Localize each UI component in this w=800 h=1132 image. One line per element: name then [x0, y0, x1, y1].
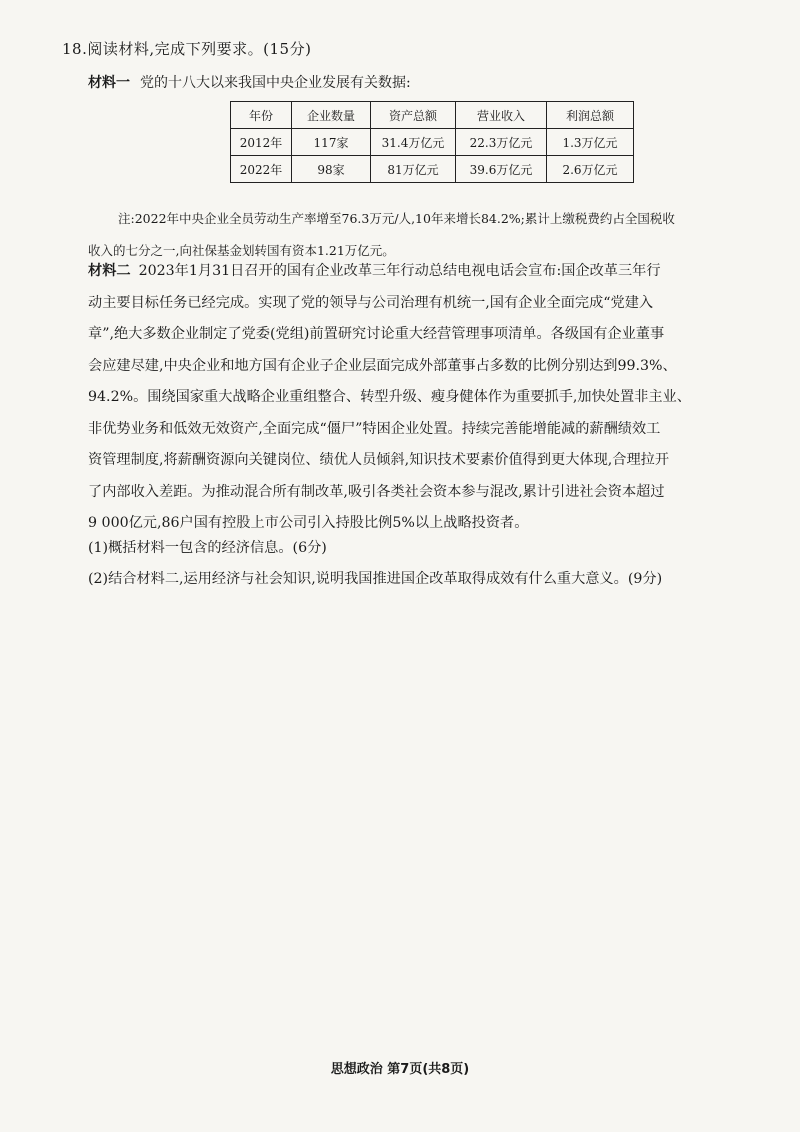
paragraph-line: 资管理制度,将薪酬资源向关键岗位、绩优人员倾斜,知识技术要素价值得到更大体现,合理拉开: [88, 452, 670, 468]
paragraph-line: 9 000亿元,86户国有控股上市公司引入持股比例5%以上战略投资者。: [88, 515, 529, 531]
table-header-cell: 企业数量: [292, 102, 371, 129]
material2-text: [88, 256, 768, 540]
paragraph-line: 会应建尽建,中央企业和地方国有企业子企业层面完成外部董事占多数的比例分别达到99.3%、: [88, 357, 677, 374]
table-header-cell: 利润总额: [547, 102, 634, 129]
material1-intro: 党的十八大以来我国中央企业发展有关数据:: [140, 75, 411, 91]
table-header-cell: 资产总额: [371, 102, 456, 129]
table-cell: 2022年: [231, 156, 292, 183]
table-cell: 81万亿元: [371, 156, 456, 183]
note-line: 收入的七分之一,向社保基金划转国有资本1.21万亿元。: [88, 243, 395, 258]
subquestion-2: (2)结合材料二,运用经济与社会知识,说明我国推进国企改革取得成效有什么重大意义。(9分): [88, 571, 663, 587]
page-footer: 思想政治 第7页(共8页): [330, 1062, 470, 1077]
enterprise-data-table: [230, 101, 634, 183]
paragraph-line: 章”,绝大多数企业制定了党委(党组)前置研究讨论重大经营管理事项清单。各级国有企业董事: [88, 326, 665, 342]
table-row: [231, 129, 634, 156]
table-cell: 22.3万亿元: [456, 129, 547, 156]
table-cell: 117家: [292, 129, 371, 156]
material1-label: 材料一: [88, 75, 130, 91]
paragraph-line: 非优势业务和低效无效资产,全面完成“僵尸”特困企业处置。持续完善能增能减的薪酬绩效工: [88, 420, 661, 437]
question-title: 18.阅读材料,完成下列要求。(15分): [62, 40, 312, 58]
material1-heading: [88, 72, 411, 92]
table-cell: 2.6万亿元: [547, 156, 634, 183]
table-header-cell: 年份: [231, 102, 292, 129]
table-cell: 1.3万亿元: [547, 129, 634, 156]
table-header-row: [231, 102, 634, 129]
material2-label: 材料二: [88, 263, 131, 279]
paragraph-line: 动主要目标任务已经完成。实现了党的领导与公司治理有机统一,国有企业全面完成“党建入: [88, 294, 654, 311]
subquestion-1: (1)概括材料一包含的经济信息。(6分): [88, 540, 327, 556]
table-cell: 98家: [292, 156, 371, 183]
note-line: 注:2022年中央企业全员劳动生产率增至76.3万元/人,10年来增长84.2%;累计上缴税费约占全国税收: [118, 211, 675, 226]
table-header-cell: 营业收入: [456, 102, 547, 129]
table-cell: 39.6万亿元: [456, 156, 547, 183]
paragraph-line: 了内部收入差距。为推动混合所有制改革,吸引各类社会资本参与混改,累计引进社会资本超过: [88, 483, 665, 500]
paragraph-line: 2023年1月31日召开的国有企业改革三年行动总结电视电话会宣布:国企改革三年行: [138, 263, 661, 279]
table-cell: 2012年: [231, 129, 292, 156]
table-row: [231, 156, 634, 183]
table-cell: 31.4万亿元: [371, 129, 456, 156]
paragraph-line: 94.2%。围绕国家重大战略企业重组整合、转型升级、瘦身健体作为重要抓手,加快处置非主业、: [88, 389, 691, 405]
